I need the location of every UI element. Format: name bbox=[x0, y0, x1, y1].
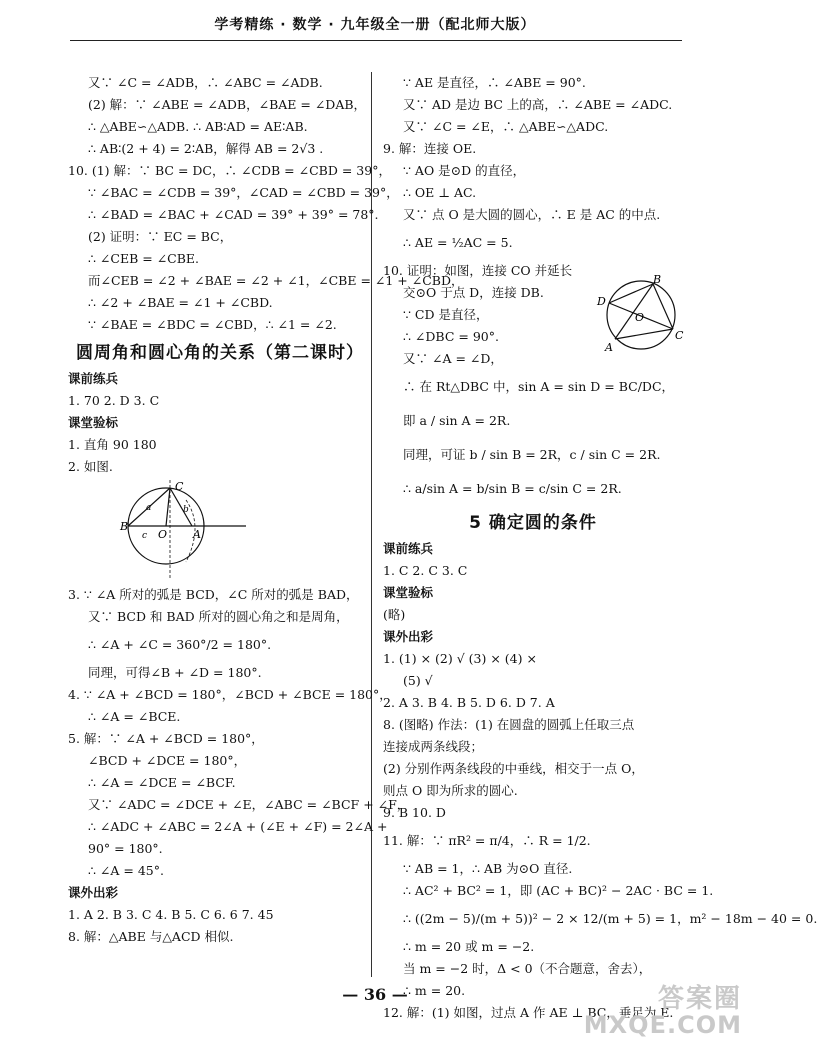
page-number: — 36 — bbox=[342, 985, 408, 1004]
text-line: 而∠CEB = ∠2 + ∠BAE = ∠2 + ∠1，∠CBE = ∠1 + ∠CBD， bbox=[88, 273, 464, 288]
subsection-label: 课堂验标 bbox=[383, 585, 434, 600]
section-title: 圆周角和圆心角的关系（第二课时） bbox=[76, 343, 364, 363]
text-line: ∴ ∠ADC + ∠ABC = 2∠A + (∠E + ∠F) = 2∠A + bbox=[88, 819, 388, 834]
text-line: 8. (图略) 作法：(1) 在圆盘的圆弧上任取三点 bbox=[383, 717, 635, 732]
text-line: 同理，可得∠B + ∠D = 180°. bbox=[88, 665, 262, 680]
text-line: ∴ ∠A = 45°. bbox=[88, 863, 164, 878]
text-line: 2. A 3. B 4. B 5. D 6. D 7. A bbox=[383, 695, 555, 710]
text-line: 4. ∵ ∠A + ∠BCD = 180°，∠BCD + ∠BCE = 180°， bbox=[68, 687, 392, 702]
text-line: 又∵ ∠A = ∠D， bbox=[403, 351, 503, 366]
text-line: ∴ AB∶(2 + 4) = 2∶AB，解得 AB = 2√3 . bbox=[88, 141, 324, 156]
text-line: 1. 直角 90 180 bbox=[68, 437, 157, 452]
text-line: (2) 解：∵ ∠ABE = ∠ADB，∠BAE = ∠DAB， bbox=[88, 97, 367, 112]
text-line: ∴ ∠A + ∠C = 360°/2 = 180°. bbox=[88, 637, 272, 652]
text-line: ∴ 在 Rt△DBC 中，sin A = sin D = BC/DC， bbox=[403, 379, 675, 394]
text-line: 2. 如图. bbox=[68, 459, 113, 474]
text-line: 1. (1) × (2) √ (3) × (4) × bbox=[383, 651, 537, 666]
text-line: ∴ ∠A = ∠DCE = ∠BCF. bbox=[88, 775, 236, 790]
radius-line bbox=[166, 488, 170, 526]
text-line: 90° = 180°. bbox=[88, 841, 163, 856]
text-line: ∴ ∠2 + ∠BAE = ∠1 + ∠CBD. bbox=[88, 295, 273, 310]
text-line: 5. 解：∵ ∠A + ∠BCD = 180°， bbox=[68, 731, 264, 746]
text-line: 又∵ ∠ADC = ∠DCE + ∠E，∠ABC = ∠BCF + ∠F， bbox=[88, 797, 410, 812]
text-line: 又∵ ∠C = ∠ADB，∴ ∠ABC = ∠ADB. bbox=[88, 75, 323, 90]
text-line: 1. 70 2. D 3. C bbox=[68, 393, 160, 408]
text-line: 即 a / sin A = 2R. bbox=[403, 413, 511, 428]
subsection-label: 课外出彩 bbox=[383, 629, 434, 644]
text-line: (2) 分别作两条线段的中垂线，相交于一点 O， bbox=[383, 761, 644, 776]
subsection-label: 课外出彩 bbox=[68, 885, 119, 900]
text-line: ∠BCD + ∠DCE = 180°， bbox=[88, 753, 247, 768]
label-C: C bbox=[675, 329, 684, 342]
label-C: C bbox=[175, 480, 184, 493]
text-line: (5) √ bbox=[403, 673, 433, 688]
text-line: ∵ CD 是直径， bbox=[403, 307, 489, 322]
text-line: 9. 解：连接 OE. bbox=[383, 141, 477, 156]
text-line: ∴ OE ⊥ AC. bbox=[403, 185, 477, 200]
text-line: ∵ AB = 1，∴ AB 为⊙O 直径. bbox=[403, 861, 573, 876]
subsection-label: 课前练兵 bbox=[68, 371, 119, 386]
label-O: O bbox=[158, 528, 168, 541]
text-line: 10. 证明：如图，连接 CO 并延长 bbox=[383, 263, 573, 278]
text-line: ∴ m = 20 或 m = −2. bbox=[403, 939, 535, 954]
text-line: 10. (1) 解：∵ BC = DC，∴ ∠CDB = ∠CBD = 39°， bbox=[68, 163, 391, 178]
text-line: ∴ AC² + BC² = 1，即 (AC + BC)² − 2AC · BC = 1. bbox=[403, 883, 714, 898]
label-c: c bbox=[142, 531, 148, 541]
label-D: D bbox=[597, 295, 606, 308]
subsection-label: 课堂验标 bbox=[68, 415, 119, 430]
text-line: ∵ AE 是直径，∴ ∠ABE = 90°. bbox=[403, 75, 586, 90]
text-line: 同理，可证 b / sin B = 2R，c / sin C = 2R. bbox=[403, 447, 661, 462]
text-line: ∵ ∠BAC = ∠CDB = 39°，∠CAD = ∠CBD = 39°， bbox=[88, 185, 399, 200]
text-line: ∵ AO 是⊙D 的直径， bbox=[403, 163, 526, 178]
text-line: ∵ ∠BAE = ∠BDC = ∠CBD，∴ ∠1 = ∠2. bbox=[88, 317, 337, 332]
text-line: 又∵ 点 O 是大圆的圆心，∴ E 是 AC 的中点. bbox=[403, 207, 661, 222]
text-line: ∴ ∠BAD = ∠BAC + ∠CAD = 39° + 39° = 78°. bbox=[88, 207, 379, 222]
circle-figure bbox=[120, 480, 250, 580]
text-line: 12. 解：(1) 如图，过点 A 作 AE ⊥ BC，垂足为 E. bbox=[383, 1005, 674, 1020]
text-line: 11. 解：∵ πR² = π/4，∴ R = 1/2. bbox=[383, 833, 591, 848]
label-O: O bbox=[635, 311, 645, 324]
text-line: 连接成两条线段； bbox=[383, 739, 484, 754]
label-a: a bbox=[146, 503, 152, 513]
text-line: 8. 解：△ABE 与△ACD 相似. bbox=[68, 929, 234, 944]
text-line: (2) 证明：∵ EC = BC， bbox=[88, 229, 233, 244]
label-B: B bbox=[653, 273, 662, 286]
text-line: ∴ AE = ½AC = 5. bbox=[403, 235, 513, 250]
section-title: 5 确定圆的条件 bbox=[469, 513, 597, 533]
subsection-label: 课前练兵 bbox=[383, 541, 434, 556]
text-line: 交⊙O 于点 D，连接 DB. bbox=[403, 285, 544, 300]
text-line: ∴ ∠DBC = 90°. bbox=[403, 329, 499, 344]
text-line: 又∵ AD 是边 BC 上的高，∴ ∠ABE = ∠ADC. bbox=[403, 97, 673, 112]
label-b: b bbox=[183, 505, 189, 515]
text-line: 则点 O 即为所求的圆心. bbox=[383, 783, 518, 798]
text-line: 1. A 2. B 3. C 4. B 5. C 6. 6 7. 45 bbox=[68, 907, 274, 922]
header-rule bbox=[70, 40, 682, 41]
text-line: 当 m = −2 时，Δ < 0（不合题意，舍去）， bbox=[403, 961, 652, 976]
text-line: 9. B 10. D bbox=[383, 805, 446, 820]
circle-figure-2 bbox=[591, 273, 684, 357]
chord-AC bbox=[615, 329, 673, 339]
text-line: 3. ∵ ∠A 所对的弧是 BCD，∠C 所对的弧是 BAD， bbox=[68, 587, 359, 602]
text-line: ∴ ∠A = ∠BCE. bbox=[88, 709, 181, 724]
watermark bbox=[584, 985, 742, 1037]
text-line: 1. C 2. C 3. C bbox=[383, 563, 468, 578]
text-line: 又∵ ∠C = ∠E，∴ △ABE∽△ADC. bbox=[403, 119, 609, 134]
text-line: 又∵ BCD 和 BAD 所对的圆心角之和是周角， bbox=[88, 609, 349, 624]
text-line: ∴ ∠CEB = ∠CBE. bbox=[88, 251, 200, 266]
page-header: 学考精练 · 数学 · 九年级全一册（配北师大版） bbox=[214, 17, 536, 33]
text-line: ∴ ((2m − 5)/(m + 5))² − 2 × 12/(m + 5) = 1，m² − 18m − 40 = 0. bbox=[403, 911, 817, 926]
label-B: B bbox=[120, 520, 129, 533]
text-line: (略) bbox=[383, 607, 406, 622]
label-A: A bbox=[605, 341, 613, 354]
label-A: A bbox=[193, 528, 201, 541]
watermark-url: MXQE.COM bbox=[583, 1011, 742, 1039]
text-line: ∴ △ABE∽△ADB. ∴ AB∶AD = AE∶AB. bbox=[88, 119, 308, 134]
text-line: ∴ a/sin A = b/sin B = c/sin C = 2R. bbox=[403, 481, 622, 496]
text-line: ∴ m = 20. bbox=[403, 983, 466, 998]
watermark-text: 答案圈 bbox=[657, 984, 742, 1014]
